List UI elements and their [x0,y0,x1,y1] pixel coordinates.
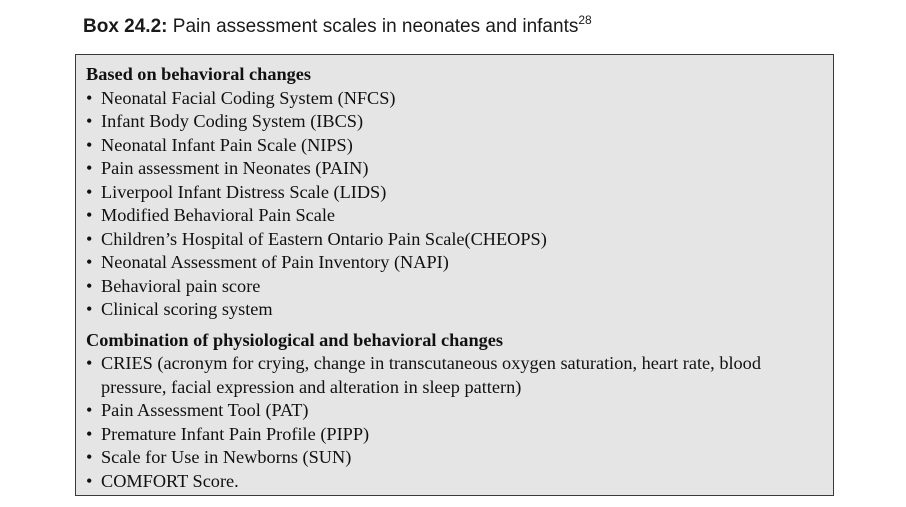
section-heading-behavioral: Based on behavioral changes [86,64,311,84]
list-item: • Pain Assessment Tool (PAT) [86,399,825,423]
list-item: • Neonatal Assessment of Pain Inventory (NAPI) [86,251,825,275]
list-item: • Modified Behavioral Pain Scale [86,204,825,228]
box-title [83,12,592,38]
section-heading-combination: Combination of physiological and behavioral changes [86,329,503,350]
box-panel [75,54,834,496]
list-item: • Neonatal Facial Coding System (NFCS) [86,87,825,111]
behavioral-scales-list [86,87,825,322]
list-item: • Scale for Use in Newborns (SUN) [86,446,825,470]
box-title-text: Pain assessment scales in neonates and infants [172,16,579,37]
list-item: • Premature Infant Pain Profile (PIPP) [86,423,825,447]
list-item: • Children’s Hospital of Eastern Ontario Pain Scale(CHEOPS) [86,228,825,252]
list-item: • Liverpool Infant Distress Scale (LIDS) [86,181,825,205]
list-item: • Neonatal Infant Pain Scale (NIPS) [86,134,825,158]
list-item: • Clinical scoring system [86,298,825,322]
box-label: Box 24.2: [83,16,168,37]
list-item: • Infant Body Coding System (IBCS) [86,110,825,134]
list-item: • Pain assessment in Neonates (PAIN) [86,157,825,181]
list-item: • Behavioral pain score [86,275,825,299]
combination-scales-list [86,352,825,493]
reference-superscript: 28 [578,12,592,27]
list-item: • COMFORT Score. [86,470,825,494]
list-item: • CRIES (acronym for crying, change in transcutaneous oxygen saturation, heart rate, blood pressure, facial expression and alteration in sleep pattern) [86,352,825,399]
